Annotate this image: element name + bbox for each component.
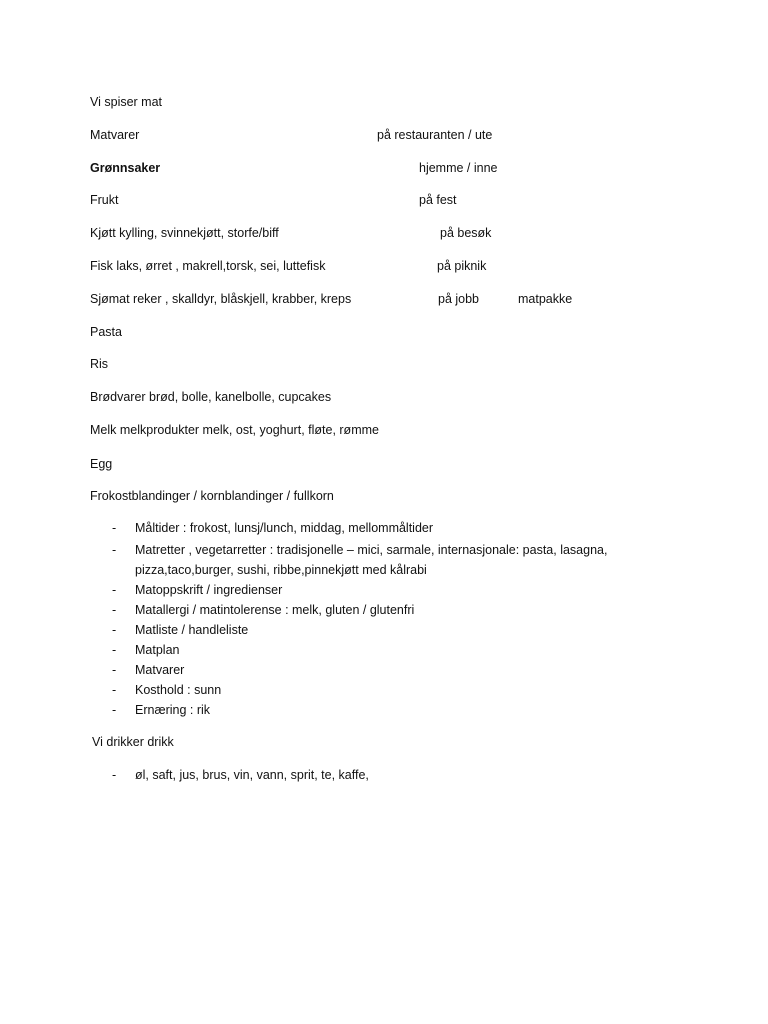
bullet-marker: -: [112, 768, 117, 782]
list-item: øl, saft, jus, brus, vin, vann, sprit, te, kaffe,: [135, 768, 369, 782]
bullet-marker: -: [112, 521, 117, 535]
row-ris: Ris: [90, 357, 109, 371]
list-item: Matallergi / matintolerense : melk, gluten / glutenfri: [135, 603, 415, 617]
list-item-continuation: pizza,taco,burger, sushi, ribbe,pinnekjøtt med kålrabi: [135, 563, 427, 577]
bullet-marker: -: [112, 663, 117, 677]
bullet-marker: -: [112, 603, 117, 617]
list-item: Matliste / handleliste: [135, 623, 249, 637]
row-egg: Egg: [90, 457, 113, 471]
drinks-title: Vi drikker drikk: [92, 735, 174, 749]
row-frokostblandinger: Frokostblandinger / kornblandinger / fullkorn: [90, 489, 334, 503]
list-item: Kosthold : sunn: [135, 683, 222, 697]
row-gronnsaker: Grønnsaker: [90, 161, 161, 175]
row-fisk-right: på piknik: [437, 259, 487, 273]
bullet-marker: -: [112, 583, 117, 597]
row-sjomat: Sjømat reker , skalldyr, blåskjell, krabber, kreps: [90, 292, 352, 306]
row-kjott-right: på besøk: [440, 226, 492, 240]
bullet-marker: -: [112, 543, 117, 557]
bullet-marker: -: [112, 623, 117, 637]
list-item: Matvarer: [135, 663, 185, 677]
row-matvarer-right: på restauranten / ute: [377, 128, 493, 142]
list-item: Matplan: [135, 643, 180, 657]
doc-title: Vi spiser mat: [90, 95, 163, 109]
row-brodvarer: Brødvarer brød, bolle, kanelbolle, cupcakes: [90, 390, 332, 404]
row-frukt: Frukt: [90, 193, 119, 207]
row-gronnsaker-right: hjemme / inne: [419, 161, 498, 175]
row-pasta: Pasta: [90, 325, 122, 339]
row-frukt-right: på fest: [419, 193, 457, 207]
row-matvarer: Matvarer: [90, 128, 140, 142]
row-melk: Melk melkprodukter melk, ost, yoghurt, fløte, rømme: [90, 423, 379, 437]
bullet-marker: -: [112, 643, 117, 657]
list-item: Matretter , vegetarretter : tradisjonelle – mici, sarmale, internasjonale: pasta, lasagna,: [135, 543, 608, 557]
list-item: Matoppskrift / ingredienser: [135, 583, 283, 597]
list-item: Ernæring : rik: [135, 703, 211, 717]
row-kjott: Kjøtt kylling, svinnekjøtt, storfe/biff: [90, 226, 279, 240]
row-fisk: Fisk laks, ørret , makrell,torsk, sei, luttefisk: [90, 259, 326, 273]
row-sjomat-right: på jobb: [438, 292, 480, 306]
bullet-marker: -: [112, 683, 117, 697]
row-sjomat-extra: matpakke: [518, 292, 573, 306]
bullet-marker: -: [112, 703, 117, 717]
list-item: Måltider : frokost, lunsj/lunch, middag, mellommåltider: [135, 521, 434, 535]
